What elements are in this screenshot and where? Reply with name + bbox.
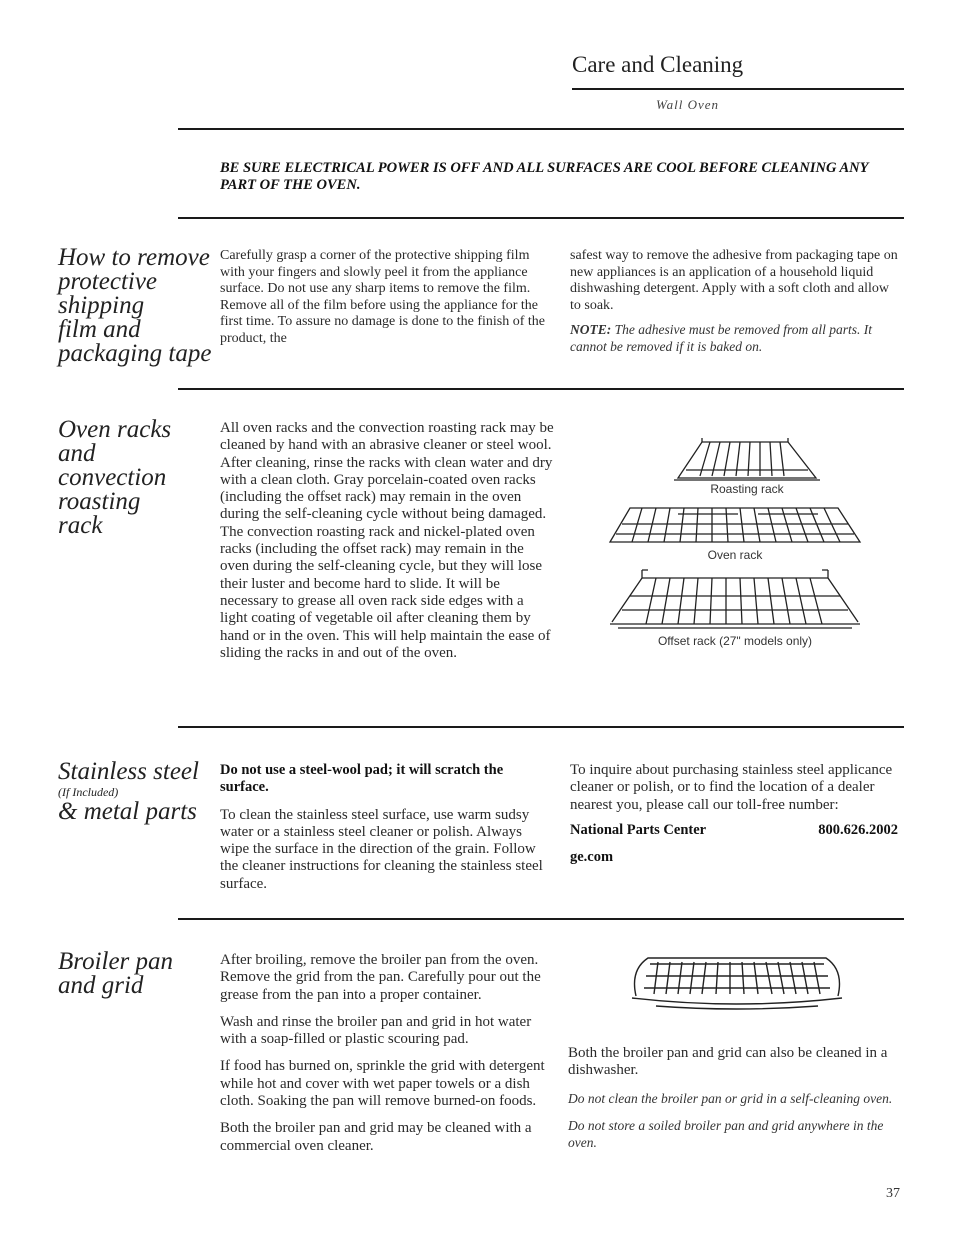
- broiler-note: Do not clean the broiler pan or grid in a self-cleaning oven.: [568, 1090, 893, 1106]
- film-heading-line: protective shipping: [58, 268, 158, 319]
- film-heading-line: film and: [58, 316, 141, 343]
- racks-heading-line: rack: [58, 512, 103, 539]
- steel-warning: Do not use a steel-wool pad; it will scratch the surface.: [220, 762, 504, 796]
- page-number: 37: [886, 1186, 900, 1201]
- film-heading-line: packaging tape: [58, 340, 212, 367]
- top-rule: [178, 128, 904, 130]
- film-note: [570, 321, 900, 355]
- note-text: The adhesive must be removed from all parts. It cannot be removed if it is baked on.: [570, 322, 872, 354]
- film-body-col1: Carefully grasp a corner of the protective shipping film with your fingers and slowly peel it from the appliance surface. Do not use any sharp items to remove the film. Remove all of the film before using the appliance for the first time. To assure no damage is done to the finish of the product, the: [220, 248, 545, 346]
- broiler-heading: [58, 950, 208, 998]
- racks-heading-line: roasting: [58, 488, 141, 515]
- parts-center-row: [570, 822, 898, 839]
- film-body-col2: safest way to remove the adhesive from packaging tape on new appliances is an application of a household liquid dishwashing detergent. Apply with a soft cloth and allow to soak.: [570, 248, 898, 313]
- oven-rack-caption: Oven rack: [707, 548, 763, 562]
- racks-heading-line: convection: [58, 464, 167, 491]
- steel-col2-body: To inquire about purchasing stainless steel applicance cleaner or polish, or to find the location of a dealer nearest you, please call our toll-free number:: [570, 762, 893, 813]
- steel-heading-line2: & metal parts: [58, 798, 197, 825]
- safety-warning: BE SURE ELECTRICAL POWER IS OFF AND ALL SURFACES ARE COOL BEFORE CLEANING ANY PART OF THE OVEN.: [220, 160, 868, 193]
- parts-center-phone: 800.626.2002: [818, 821, 898, 838]
- steel-col2: [570, 762, 898, 866]
- oven-rack-illustration: [608, 504, 862, 546]
- steel-heading: [58, 760, 218, 824]
- broiler-heading-line: Broiler pan: [58, 948, 174, 975]
- broiler-paragraph: Wash and rinse the broiler pan and grid in hot water with a soap-filled or plastic scouring pad.: [220, 1013, 532, 1048]
- header-rule: [572, 88, 904, 90]
- racks-body: All oven racks and the convection roasting rack may be cleaned by hand with an abrasive cleaner or steel wool. After cleaning, rinse the racks with clean water and dry with a clean cloth. Gray porcelain-coated oven racks (including the offset rack) may remain in the oven during the self-cleaning cycle without being damaged. The convection roasting rack and nickel-plated oven racks (including the offset rack) may remain in the oven during the self-cleaning cycle, but they will lose their luster and become hard to slide. It will be necessary to grease all oven rack side edges with a light coating of vegetable oil after cleaning them by hand or in the oven. This will help maintain the ease of sliding the racks in and out of the oven.: [220, 420, 554, 661]
- broiler-paragraph: Both the broiler pan and grid may be cleaned with a commercial oven cleaner.: [220, 1120, 532, 1154]
- website-row: [570, 849, 898, 866]
- page-subtitle: Wall Oven: [656, 97, 720, 112]
- note-label: NOTE:: [570, 322, 612, 337]
- section-rule: [178, 217, 904, 219]
- broiler-col2-body: Both the broiler pan and grid can also be cleaned in a dishwasher.: [568, 1045, 888, 1079]
- racks-heading-line: Oven racks: [58, 416, 172, 443]
- steel-heading-note: (If Included): [58, 785, 119, 799]
- broiler-paragraph: After broiling, remove the broiler pan from the oven. Remove the grid from the pan. Carefully pour out the grease from the pan into a proper container.: [220, 952, 541, 1003]
- offset-rack-illustration: [608, 566, 862, 632]
- roasting-rack-illustration: [672, 436, 822, 482]
- broiler-col2: [568, 1045, 898, 1151]
- broiler-note: Do not store a soiled broiler pan and grid anywhere in the oven.: [568, 1117, 884, 1150]
- section-rule: [178, 918, 904, 920]
- steel-col1: [220, 762, 554, 893]
- website-link[interactable]: ge.com: [570, 848, 614, 865]
- parts-center-name: National Parts Center: [570, 821, 707, 838]
- page-title: Care and Cleaning: [572, 52, 744, 77]
- racks-heading-line: and: [58, 440, 96, 467]
- roasting-rack-caption: Roasting rack: [710, 482, 784, 496]
- film-heading: [58, 246, 218, 366]
- broiler-pan-illustration: [626, 950, 848, 1014]
- broiler-col1: [220, 952, 554, 1165]
- broiler-heading-line: and grid: [58, 972, 144, 999]
- section-rule: [178, 726, 904, 728]
- steel-body: To clean the stainless steel surface, use warm sudsy water or a stainless steel cleaner or polish. Always wipe the surface in the direction of the grain. Follow the cleaner instructions for cleaning the stainless steel surface.: [220, 806, 543, 892]
- broiler-paragraph: If food has burned on, sprinkle the grid with detergent while hot and cover with wet paper towels or a dish cloth. Soaking the pan will remove burned-on foods.: [220, 1058, 545, 1110]
- offset-rack-caption: Offset rack (27" models only): [657, 634, 813, 648]
- film-heading-line: How to remove: [58, 244, 210, 271]
- steel-heading-line1: Stainless steel: [58, 758, 199, 785]
- racks-heading: [58, 418, 208, 538]
- film-col2: [570, 248, 900, 355]
- section-rule: [178, 388, 904, 390]
